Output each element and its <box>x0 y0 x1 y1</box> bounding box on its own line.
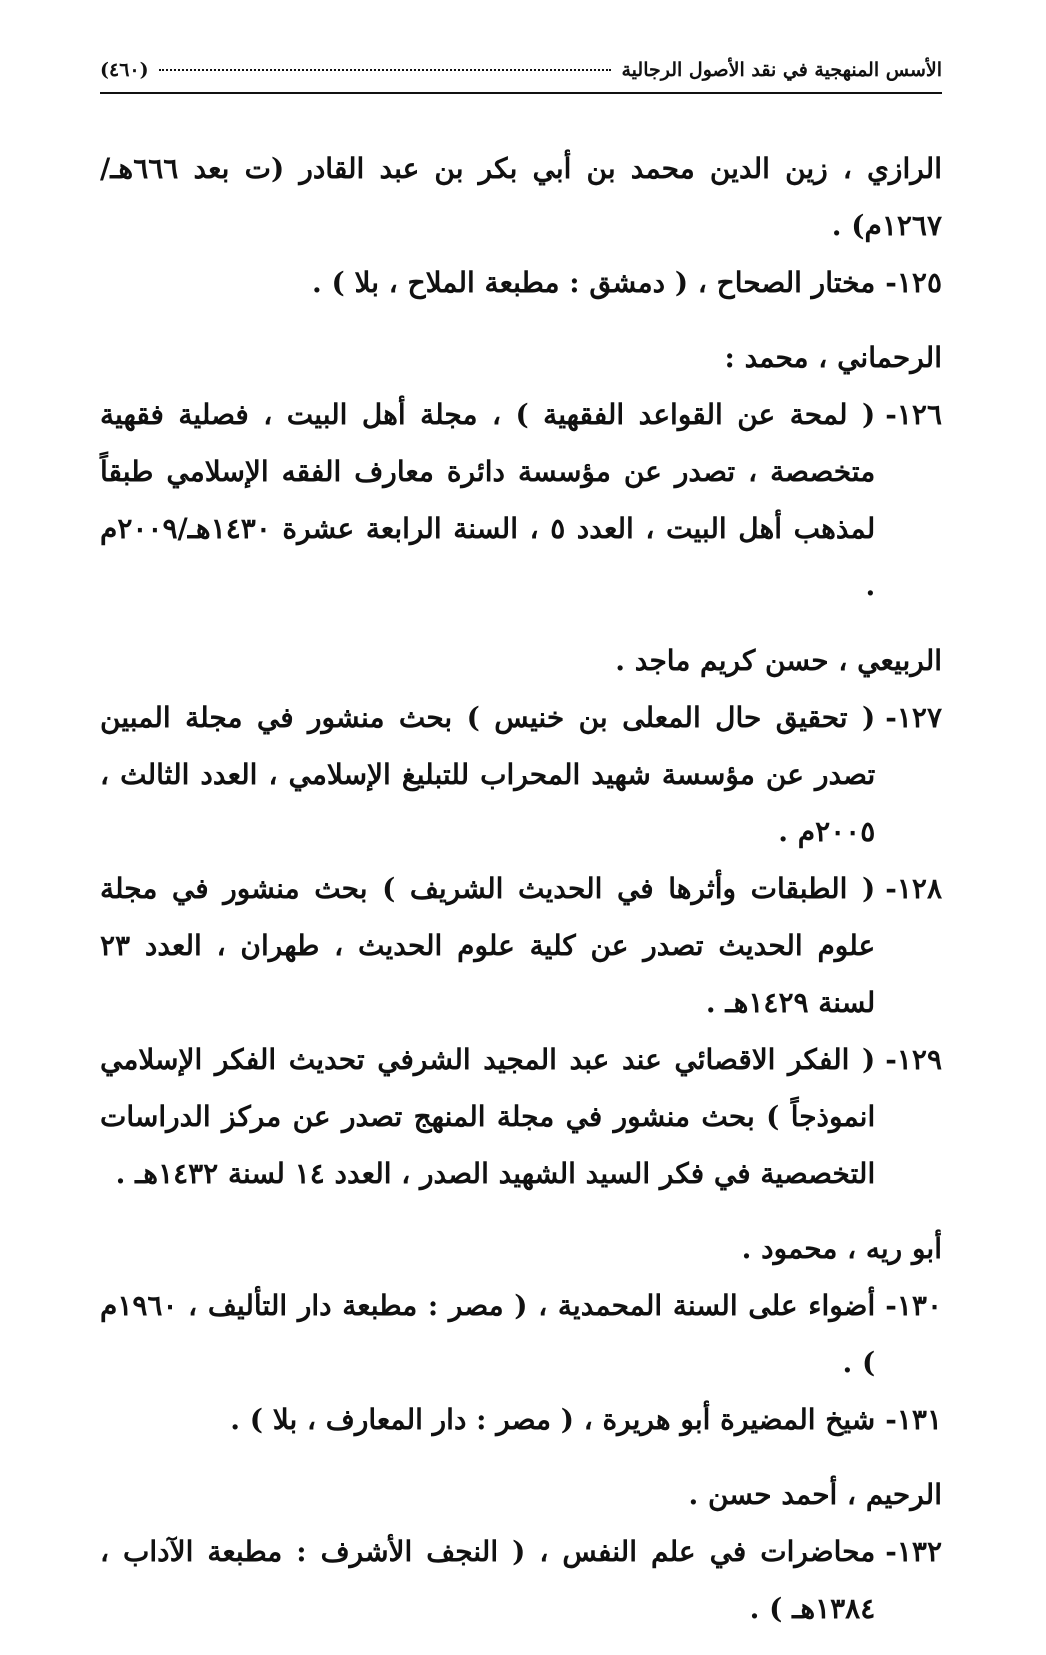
header-leader-dots <box>159 69 612 71</box>
entry-text: ( الفكر الاقصائي عند عبد المجيد الشرفي تحديث الفكر الإسلامي انموذجاً ) بحث منشور في مجلة المنهج تصدر عن مركز الدراسات التخصصية في فكر السيد الشهيد الصدر ، العدد ١٤ لسنة ١٤٣٢هـ . <box>100 1043 876 1190</box>
entry-text: ( لمحة عن القواعد الفقهية ) ، مجلة أهل البيت ، فصلية فقهية متخصصة ، تصدر عن مؤسسة دائرة معارف الفقه الإسلامي طبقاً لمذهب أهل البيت ، العدد ٥ ، السنة الرابعة عشرة ١٤٣٠هـ/٢٠٠٩م . <box>100 398 876 602</box>
entry-number: ١٣٢- <box>885 1535 942 1568</box>
bibliography <box>100 140 942 1655</box>
entry-number: ١٣٠- <box>885 1289 942 1322</box>
bibliography-entry <box>100 254 942 311</box>
author-name: الربيعي ، حسن كريم ماجد . <box>615 644 942 677</box>
running-header <box>100 52 942 88</box>
book-title: الأسس المنهجية في نقد الأصول الرجالية <box>621 59 942 81</box>
entry-text: ( تحقيق حال المعلى بن خنيس ) بحث منشور في مجلة المبين تصدر عن مؤسسة شهيد المحراب للتبليغ الإسلامي ، العدد الثالث ، ٢٠٠٥م . <box>100 701 876 848</box>
entry-number: ١٢٧- <box>885 701 942 734</box>
bibliography-entry <box>100 1031 942 1202</box>
author-name: الرحيم ، أحمد حسن . <box>688 1478 942 1511</box>
bibliography-entry <box>100 860 942 1031</box>
entry-number: ١٢٦- <box>885 398 942 431</box>
author-name: الرحماني ، محمد : <box>724 341 942 374</box>
entry-text: ( الطبقات وأثرها في الحديث الشريف ) بحث منشور في مجلة علوم الحديث تصدر عن كلية علوم الحديث ، طهران ، العدد ٢٣ لسنة ١٤٢٩هـ . <box>100 872 876 1019</box>
bibliography-entry <box>100 689 942 860</box>
entry-number: ١٣١- <box>885 1403 942 1436</box>
entry-number: ١٢٥- <box>885 266 942 299</box>
bibliography-entry <box>100 1523 942 1637</box>
author-group <box>100 632 942 1202</box>
author-group <box>100 1466 942 1637</box>
author-group <box>100 140 942 311</box>
entry-number: ١٢٨- <box>885 872 942 905</box>
bibliography-entry <box>100 386 942 614</box>
bibliography-entry <box>100 1277 942 1391</box>
author-name: أبو ريه ، محمود . <box>741 1232 942 1265</box>
author-group <box>100 1220 942 1448</box>
entry-text: أضواء على السنة المحمدية ، ( مصر : مطبعة دار التأليف ، ١٩٦٠م ) . <box>100 1289 876 1379</box>
author-group <box>100 329 942 614</box>
header-rule <box>100 92 942 94</box>
entry-text: محاضرات في علم النفس ، ( النجف الأشرف : مطبعة الآداب ، ١٣٨٤هـ ) . <box>100 1535 876 1625</box>
bibliography-entry <box>100 1391 942 1448</box>
entry-text: شيخ المضيرة أبو هريرة ، ( مصر : دار المعارف ، بلا ) . <box>230 1403 876 1436</box>
page-number: (٤٦٠) <box>100 59 149 81</box>
document-page <box>100 40 942 1625</box>
author-name: الرازي ، زين الدين محمد بن أبي بكر بن عبد القادر (ت بعد ٦٦٦هـ/١٢٦٧م) . <box>100 152 942 242</box>
entry-number: ١٢٩- <box>885 1043 942 1076</box>
entry-text: مختار الصحاح ، ( دمشق : مطبعة الملاح ، بلا ) . <box>312 266 876 299</box>
